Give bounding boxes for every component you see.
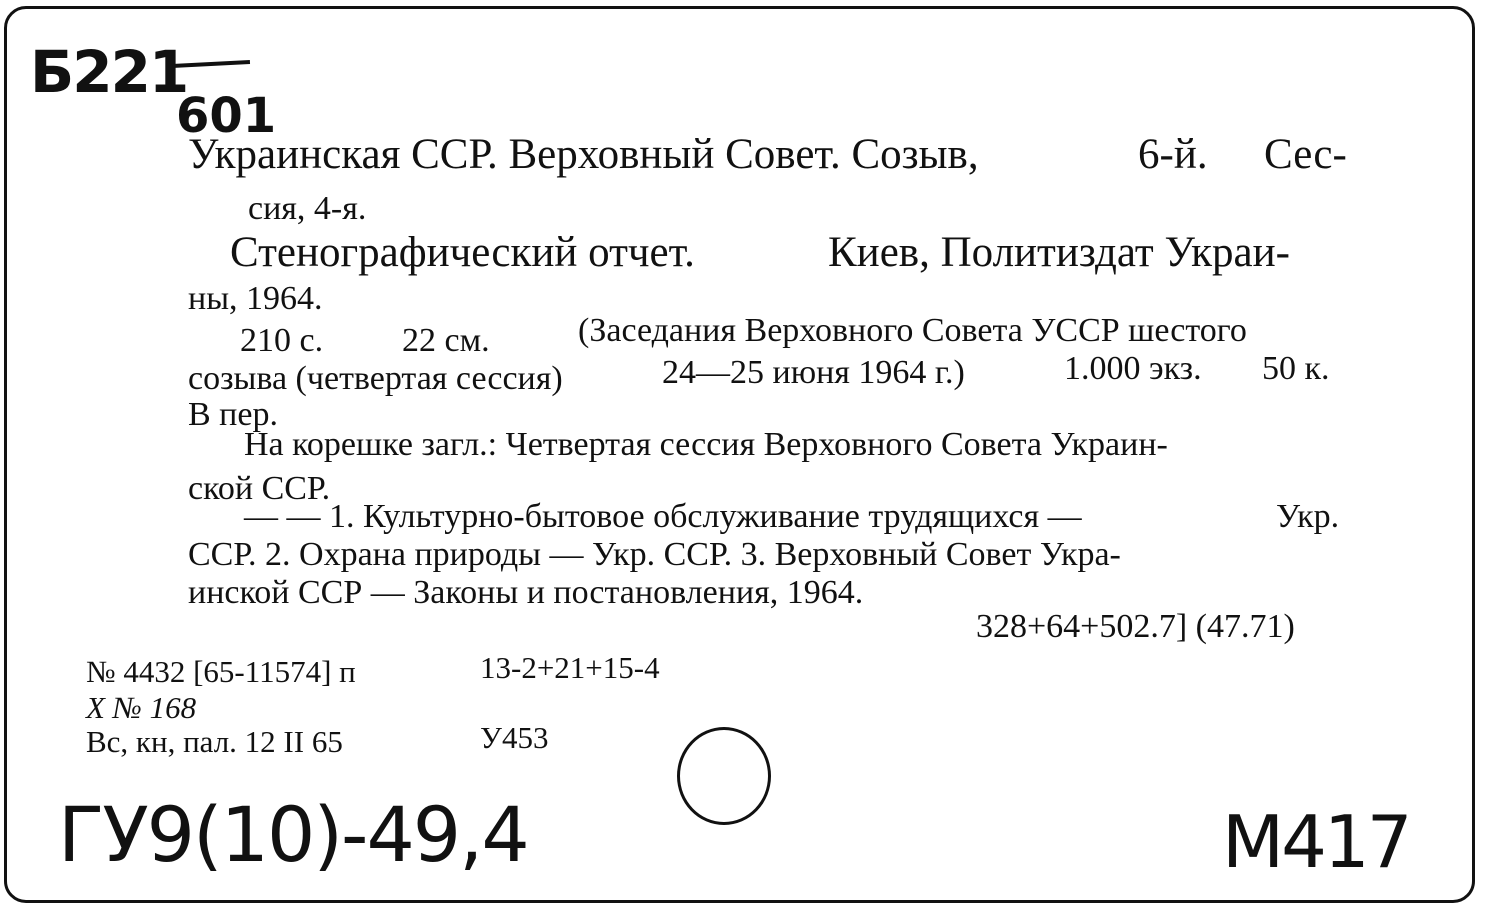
author-mark: У453	[480, 720, 549, 755]
physical-pages: 210 с.	[240, 322, 324, 359]
card-number: № 4432 [65-11574] п	[86, 654, 356, 689]
subject-headings-line1-end: Укр.	[1276, 498, 1340, 535]
entry-heading-part3: Сес-	[1264, 131, 1347, 178]
entry-heading-line2: сия, 4-я.	[248, 190, 367, 227]
series-note-dates: 24—25 июня 1964 г.)	[662, 354, 965, 391]
print-run: 1.000 экз.	[1064, 350, 1202, 387]
handwritten-bottom-right-code: М417	[1222, 800, 1410, 884]
handwritten-shelf-number: Б221	[30, 38, 188, 106]
entry-title: Стенографический отчет.	[230, 229, 695, 276]
series-note-part2: созыва (четвертая сессия)	[188, 360, 563, 397]
entry-publisher: Киев, Политиздат Украи-	[828, 229, 1290, 276]
registration-info: Вс, кн, пал. 12 II 65	[86, 724, 343, 759]
entry-year: ны, 1964.	[188, 280, 323, 317]
spine-title-note: На корешке загл.: Четвертая сессия Верховного Совета Украин-	[244, 426, 1168, 463]
subject-headings-line3: инской ССР — Законы и постановления, 1964.	[188, 574, 864, 611]
entry-heading-part2: 6-й.	[1138, 131, 1208, 178]
subject-headings-line1: — — 1. Культурно-бытовое обслуживание трудящихся —	[244, 498, 1082, 535]
entry-heading-part1: Украинская ССР. Верховный Совет. Созыв,	[188, 131, 979, 178]
handwritten-bottom-left-code: ГУ9(10)-49,4	[58, 790, 528, 879]
handwritten-circle-mark	[677, 727, 771, 825]
binding: В пер.	[188, 396, 278, 433]
card-code: 13-2+21+15-4	[480, 650, 660, 685]
physical-size: 22 см.	[402, 322, 490, 359]
classification-index: 328+64+502.7] (47.71)	[976, 608, 1295, 645]
order-number: Х № 168	[86, 690, 197, 725]
spine-title-note-cont: ской ССР.	[188, 470, 331, 507]
handwritten-shelf-denominator: 601	[176, 88, 277, 144]
subject-headings-line2: ССР. 2. Охрана природы — Укр. ССР. 3. Верховный Совет Укра-	[188, 536, 1121, 573]
series-note-part1: (Заседания Верховного Совета УССР шестого	[578, 312, 1247, 349]
price: 50 к.	[1262, 350, 1330, 387]
